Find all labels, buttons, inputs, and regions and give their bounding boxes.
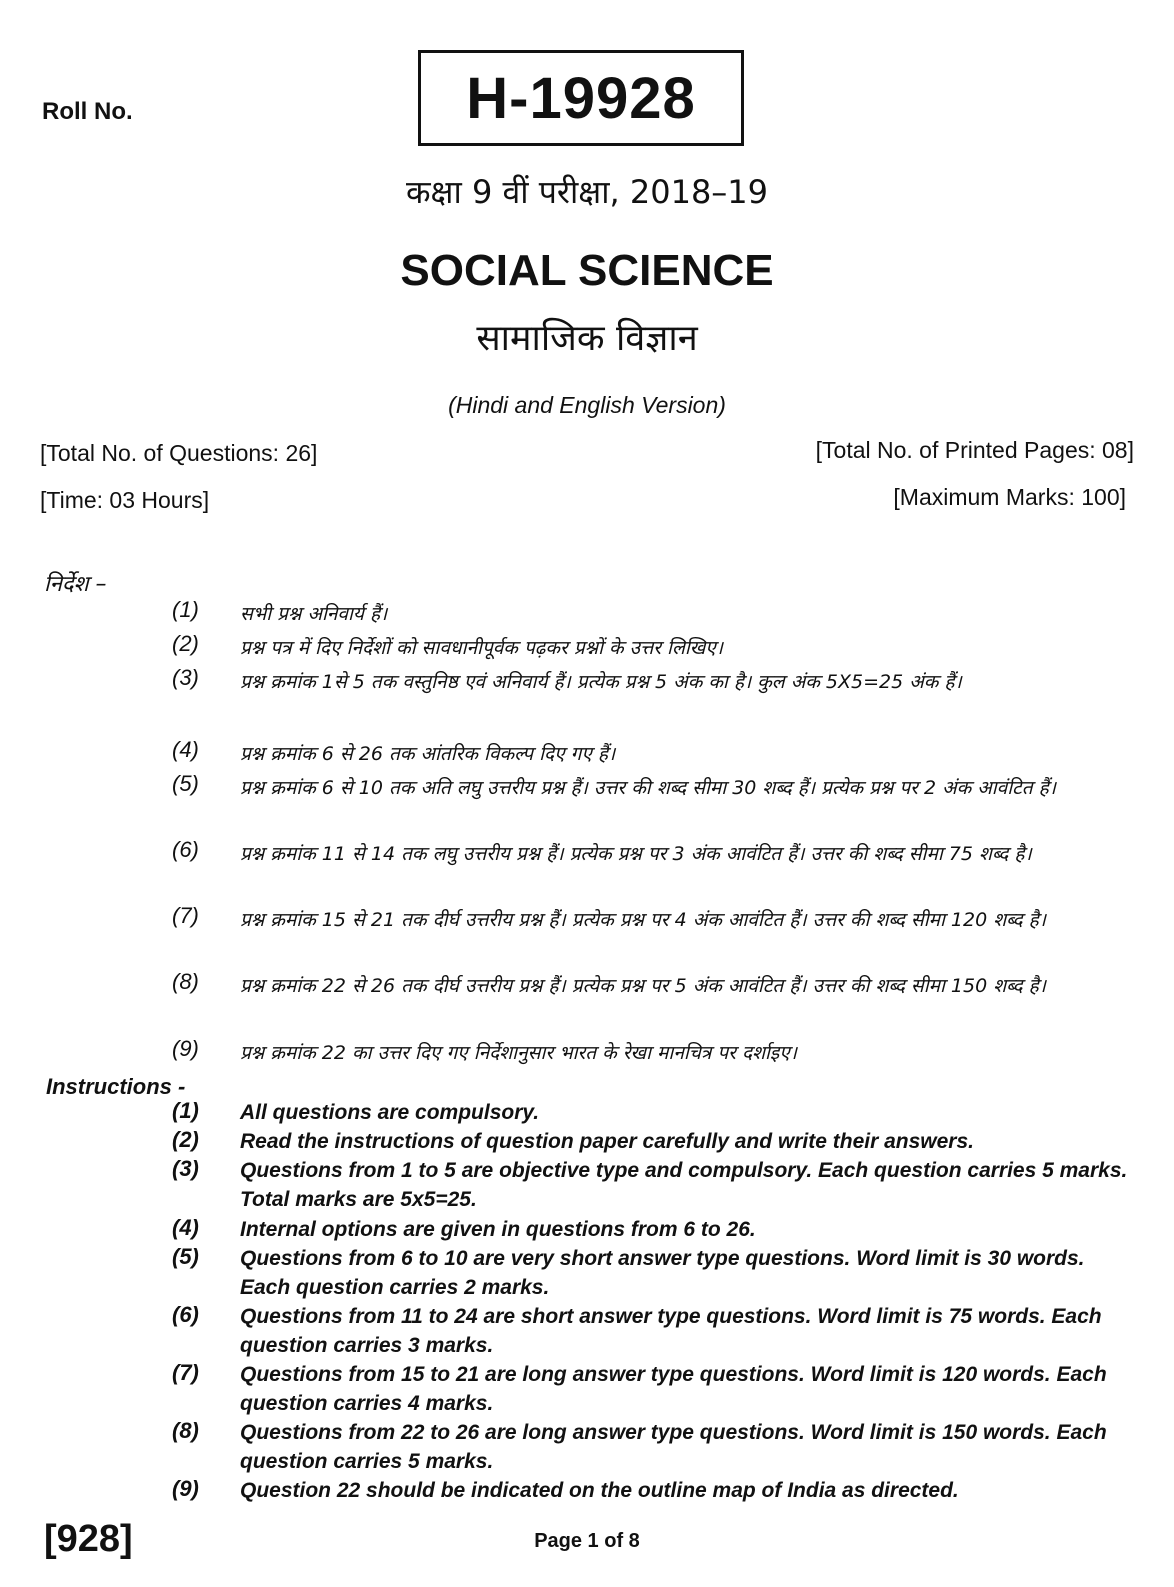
total-printed-pages: [Total No. of Printed Pages: 08] [815,437,1134,463]
item-number: (4) [172,737,199,762]
item-text: Questions from 15 to 21 are long answer type questions. Word limit is 120 words. Each question carries 4 marks. [240,1363,1107,1415]
item-text: प्रश्न क्रमांक 22 से 26 तक दीर्घ उत्तरीय प्रश्न हैं। प्रत्येक प्रश्न पर 5 अंक आवंटित हैं। उत्तर की शब्द सीमा 150 शब्द है। [240,975,1046,997]
total-questions: [Total No. of Questions: 26] [40,440,318,466]
item-number: (9) [172,1476,199,1501]
item-number: (5) [172,771,199,796]
instructions-heading-hindi: निर्देश – [44,572,107,597]
item-text: सभी प्रश्न अनिवार्य हैं। [240,603,388,625]
item-number: (7) [172,903,199,928]
item-number: (9) [172,1036,199,1061]
item-text: Read the instructions of question paper carefully and write their answers. [240,1130,974,1153]
paper-code-box: H-19928 [418,50,744,146]
exam-title: कक्षा 9 वीं परीक्षा, 2018–19 [405,173,769,211]
item-text: Questions from 1 to 5 are objective type and compulsory. Each question carries 5 marks. Total marks are 5x5=25. [240,1159,1128,1211]
item-number: (2) [172,631,199,656]
item-number: (1) [172,597,199,622]
item-text: Question 22 should be indicated on the outline map of India as directed. [240,1479,959,1502]
item-number: (8) [172,1418,199,1443]
item-number: (3) [172,665,199,690]
item-text: प्रश्न क्रमांक 6 से 26 तक आंतरिक विकल्प दिए गए हैं। [240,743,616,765]
instructions-heading-english: Instructions - [46,1074,186,1099]
item-number: (6) [172,1302,199,1327]
maximum-marks: [Maximum Marks: 100] [893,484,1126,510]
item-text: प्रश्न क्रमांक 6 से 10 तक अति लघु उत्तरीय प्रश्न हैं। उत्तर की शब्द सीमा 30 शब्द हैं। प्रत्येक प्रश्न पर 2 अंक आवंटित हैं। [240,777,1056,799]
item-text: Internal options are given in questions from 6 to 26. [240,1218,756,1241]
item-text: Questions from 6 to 10 are very short answer type questions. Word limit is 30 words. Each question carries 2 marks. [240,1247,1085,1299]
page-number: Page 1 of 8 [534,1530,640,1552]
item-text: प्रश्न क्रमांक 15 से 21 तक दीर्घ उत्तरीय प्रश्न हैं। प्रत्येक प्रश्न पर 4 अंक आवंटित हैं। उत्तर की शब्द सीमा 120 शब्द है। [240,909,1046,931]
exam-time: [Time: 03 Hours] [40,487,210,513]
version-note: (Hindi and English Version) [448,392,726,418]
item-text: All questions are compulsory. [240,1101,540,1124]
item-number: (8) [172,969,199,994]
roll-number-label: Roll No. [42,98,133,125]
item-text: प्रश्न क्रमांक 11 से 14 तक लघु उत्तरीय प्रश्न हैं। प्रत्येक प्रश्न पर 3 अंक आवंटित हैं। उत्तर की शब्द सीमा 75 शब्द है। [240,843,1032,865]
item-text: प्रश्न क्रमांक 22 का उत्तर दिए गए निर्देशानुसार भारत के रेखा मानचित्र पर दर्शाइए। [240,1042,797,1064]
item-text: प्रश्न पत्र में दिए निर्देशों को सावधानीपूर्वक पढ़कर प्रश्नों के उत्तर लिखिए। [240,637,723,659]
item-text: प्रश्न क्रमांक 1से 5 तक वस्तुनिष्ठ एवं अनिवार्य हैं। प्रत्येक प्रश्न 5 अंक का है। कुल अंक 5X5=25 अंक हैं। [240,671,962,693]
item-number: (1) [172,1098,199,1123]
footer-paper-code: [928] [44,1518,133,1560]
subject-title-hindi: सामाजिक विज्ञान [476,318,698,359]
subject-title-english: SOCIAL SCIENCE [400,246,774,295]
item-text: Questions from 22 to 26 are long answer type questions. Word limit is 150 words. Each question carries 5 marks. [240,1421,1107,1473]
item-number: (4) [172,1215,199,1240]
item-number: (7) [172,1360,199,1385]
item-number: (6) [172,837,199,862]
item-number: (5) [172,1244,199,1269]
item-number: (3) [172,1156,199,1181]
item-text: Questions from 11 to 24 are short answer type questions. Word limit is 75 words. Each question carries 3 marks. [240,1305,1102,1357]
item-number: (2) [172,1127,199,1152]
